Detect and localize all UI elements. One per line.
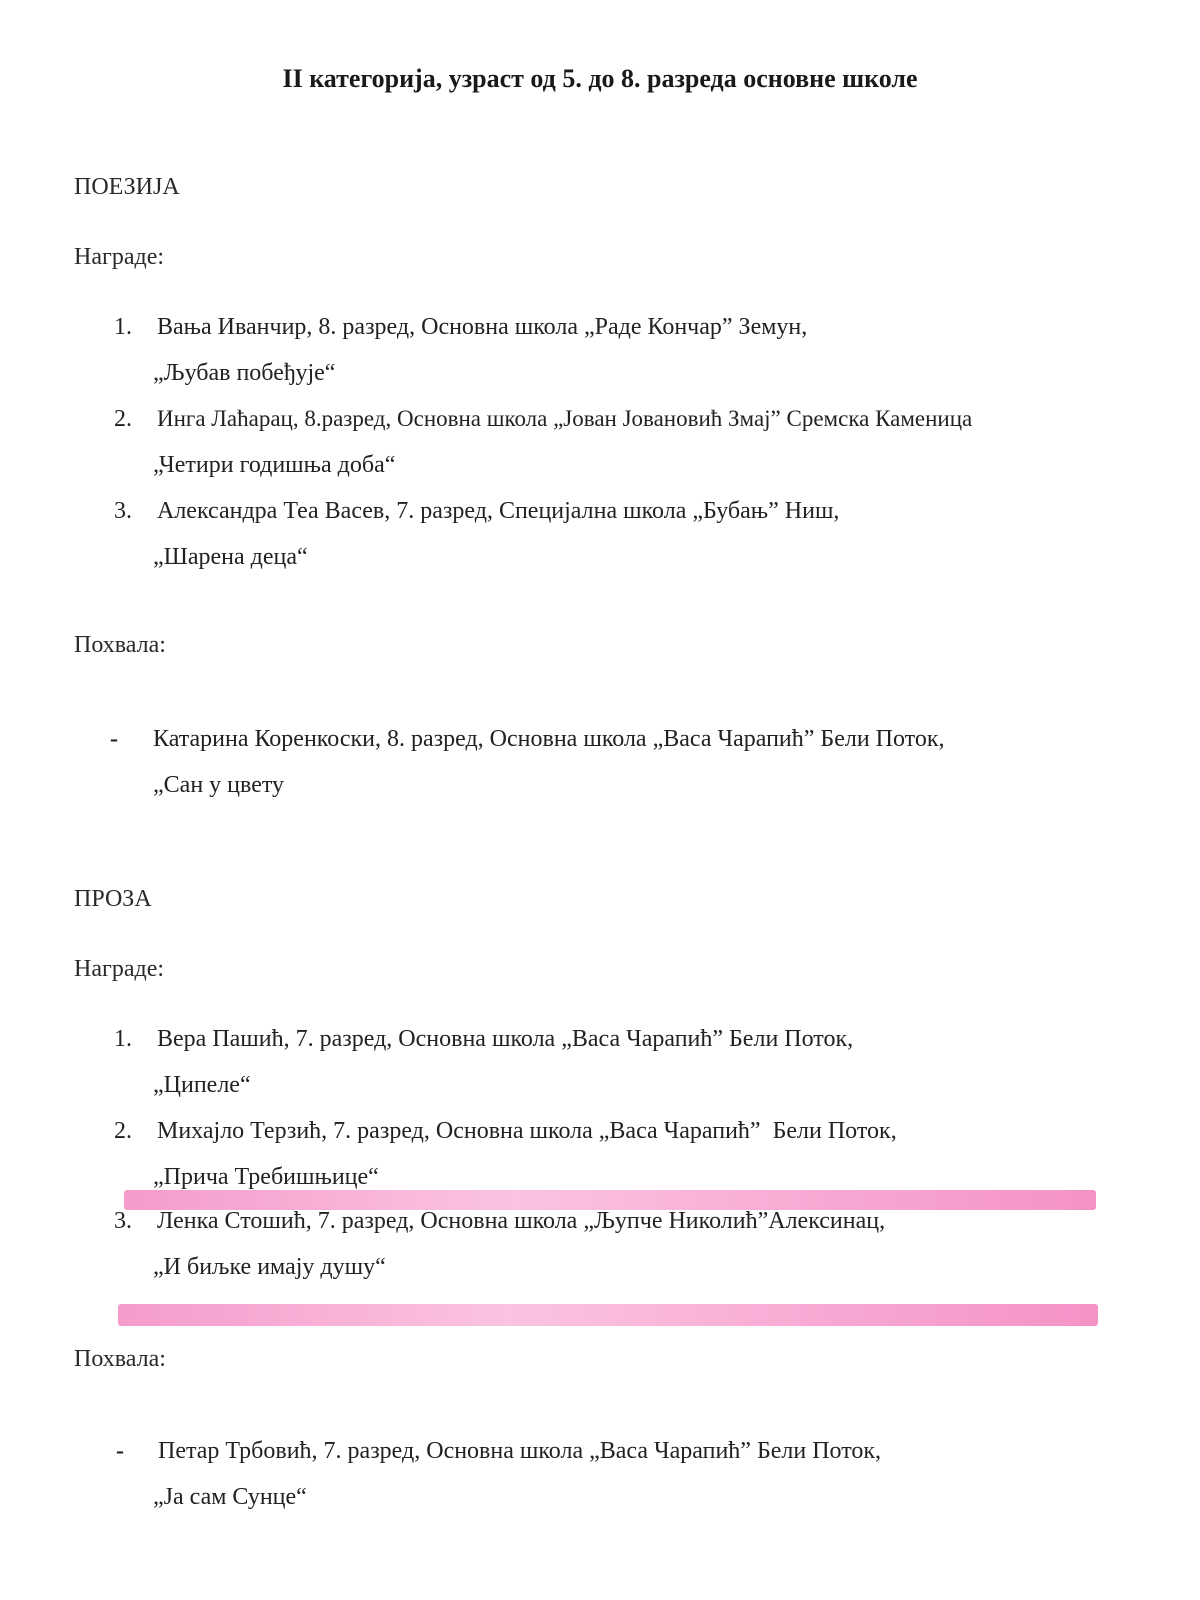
prose-awards-label: Награде: <box>74 956 165 982</box>
list-number: 3. <box>114 498 132 524</box>
section-heading-prose: ПРОЗА <box>74 886 152 912</box>
list-number: 2. <box>114 406 132 432</box>
list-dash: - <box>110 726 118 752</box>
list-dash: - <box>116 1438 124 1464</box>
entry-work-title: „Љубав побеђује“ <box>153 360 336 386</box>
entry-author-line: Петар Трбовић, 7. разред, Основна школа „Васа Чарапић” Бели Поток, <box>158 1438 882 1464</box>
pink-highlight-stroke <box>124 1190 1096 1210</box>
entry-work-title: „Четири годишња доба“ <box>153 452 396 478</box>
prose-praise-label: Похвала: <box>74 1346 166 1372</box>
document-title: II категорија, узраст од 5. до 8. разреда основне школе <box>282 64 918 93</box>
entry-work-title: „Прича Требишњице“ <box>153 1164 379 1190</box>
entry-author-line: Инга Лаћарац, 8.разред, Основна школа „Јован Јовановић Змај” Сремска Каменица <box>157 406 973 431</box>
section-heading-poetry: ПОЕЗИЈА <box>74 174 180 200</box>
entry-author-line: Катарина Коренкоски, 8. разред, Основна школа „Васа Чарапић” Бели Поток, <box>153 726 945 752</box>
entry-author-line: Александра Теа Васев, 7. разред, Специјална школа „Бубањ” Ниш, <box>157 498 840 524</box>
entry-work-title: „Ципеле“ <box>153 1072 251 1098</box>
poetry-praise-label: Похвала: <box>74 632 166 658</box>
entry-author-line: Вера Пашић, 7. разред, Основна школа „Васа Чарапић” Бели Поток, <box>157 1026 854 1052</box>
entry-work-title: „Сан у цвету <box>153 772 285 798</box>
list-number: 3. <box>114 1208 132 1234</box>
poetry-awards-label: Награде: <box>74 244 165 270</box>
list-number: 1. <box>114 314 132 340</box>
entry-author-line: Михајло Терзић, 7. разред, Основна школа „Васа Чарапић” Бели Поток, <box>157 1118 897 1144</box>
entry-author-line: Ленка Стошић, 7. разред, Основна школа „Љупче Николић”Алексинац, <box>157 1208 886 1234</box>
entry-work-title: „Ја сам Сунце“ <box>153 1484 307 1510</box>
list-number: 2. <box>114 1118 132 1144</box>
list-number: 1. <box>114 1026 132 1052</box>
entry-work-title: „Шарена деца“ <box>153 544 308 570</box>
entry-author-line: Вања Иванчир, 8. разред, Основна школа „Раде Кончар” Земун, <box>157 314 808 340</box>
pink-highlight-stroke <box>118 1304 1098 1326</box>
entry-work-title: „И биљке имају душу“ <box>153 1254 386 1280</box>
